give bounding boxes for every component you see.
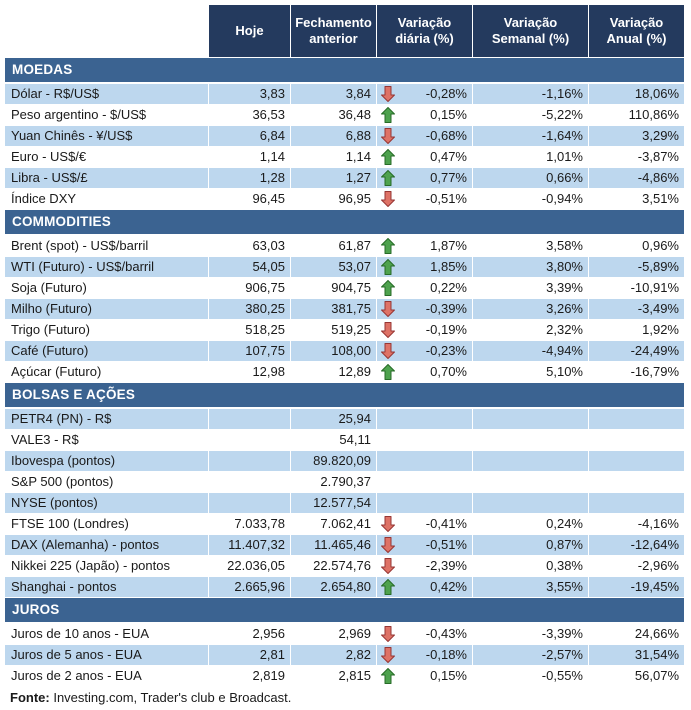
- variacao-diaria-cell: [377, 430, 472, 450]
- hoje-value: 1,14: [209, 147, 290, 167]
- row-label: Juros de 2 anos - EUA: [5, 666, 208, 686]
- variacao-diaria-cell: [377, 645, 472, 665]
- fechamento-value: 904,75: [291, 278, 376, 298]
- variacao-diaria-value: -0,41%: [425, 516, 467, 531]
- source-note-text: Investing.com, Trader's club e Broadcast.: [49, 690, 292, 705]
- arrow-up-icon: [381, 280, 395, 296]
- variacao-anual-value: 3,29%: [589, 126, 684, 146]
- hoje-value: 906,75: [209, 278, 290, 298]
- source-note: [5, 690, 684, 706]
- col-header-hoje: Hoje: [209, 5, 290, 57]
- section-header-bolsas-e-acoes: BOLSAS E AÇÕES: [5, 383, 684, 407]
- table-row: [5, 645, 684, 665]
- variacao-semanal-value: 3,58%: [473, 236, 588, 256]
- variacao-semanal-value: -1,16%: [473, 84, 588, 104]
- variacao-anual-value: 31,54%: [589, 645, 684, 665]
- row-label: Milho (Futuro): [5, 299, 208, 319]
- col-header-variacao-diaria: Variação diária (%): [377, 5, 472, 57]
- arrow-down-icon: [381, 86, 395, 102]
- section-header-moedas: MOEDAS: [5, 58, 684, 82]
- row-label: Trigo (Futuro): [5, 320, 208, 340]
- variacao-anual-value: [589, 472, 684, 492]
- hoje-value: 54,05: [209, 257, 290, 277]
- variacao-diaria-cell: [377, 362, 472, 382]
- variacao-semanal-value: 0,38%: [473, 556, 588, 576]
- variacao-diaria-cell: [377, 189, 472, 209]
- table-row: [5, 666, 684, 686]
- row-label: Nikkei 225 (Japão) - pontos: [5, 556, 208, 576]
- table-row: [5, 472, 684, 492]
- row-label: Soja (Futuro): [5, 278, 208, 298]
- fechamento-value: 2.654,80: [291, 577, 376, 597]
- variacao-semanal-value: -5,22%: [473, 105, 588, 125]
- variacao-diaria-cell: [377, 84, 472, 104]
- hoje-value: 518,25: [209, 320, 290, 340]
- variacao-diaria-cell: [377, 409, 472, 429]
- variacao-diaria-value: -0,18%: [425, 647, 467, 662]
- arrow-up-icon: [381, 259, 395, 275]
- fechamento-value: 61,87: [291, 236, 376, 256]
- fechamento-value: 25,94: [291, 409, 376, 429]
- table-row: [5, 320, 684, 340]
- arrow-down-icon: [381, 322, 395, 338]
- table-row: [5, 168, 684, 188]
- table-row: [5, 278, 684, 298]
- hoje-value: 36,53: [209, 105, 290, 125]
- variacao-diaria-value: 1,85%: [430, 259, 467, 274]
- arrow-down-icon: [381, 537, 395, 553]
- hoje-value: [209, 493, 290, 513]
- table-body: [5, 58, 684, 686]
- variacao-diaria-value: 0,42%: [430, 579, 467, 594]
- row-label: Peso argentino - $/US$: [5, 105, 208, 125]
- arrow-down-icon: [381, 191, 395, 207]
- variacao-anual-value: -5,89%: [589, 257, 684, 277]
- arrow-up-icon: [381, 238, 395, 254]
- variacao-semanal-value: [473, 472, 588, 492]
- variacao-diaria-value: -0,23%: [425, 343, 467, 358]
- row-label: Yuan Chinês - ¥/US$: [5, 126, 208, 146]
- variacao-diaria-value: 0,77%: [430, 170, 467, 185]
- variacao-diaria-cell: [377, 236, 472, 256]
- hoje-value: 2,819: [209, 666, 290, 686]
- variacao-semanal-value: -0,94%: [473, 189, 588, 209]
- variacao-anual-value: [589, 451, 684, 471]
- arrow-down-icon: [381, 516, 395, 532]
- table-row: [5, 535, 684, 555]
- hoje-value: 2.665,96: [209, 577, 290, 597]
- table-row: [5, 341, 684, 361]
- fechamento-value: 12.577,54: [291, 493, 376, 513]
- variacao-anual-value: 0,96%: [589, 236, 684, 256]
- variacao-anual-value: 18,06%: [589, 84, 684, 104]
- header-corner-cell: [5, 5, 208, 57]
- variacao-anual-value: -12,64%: [589, 535, 684, 555]
- variacao-diaria-cell: [377, 556, 472, 576]
- variacao-diaria-cell: [377, 126, 472, 146]
- hoje-value: [209, 451, 290, 471]
- row-label: DAX (Alemanha) - pontos: [5, 535, 208, 555]
- variacao-diaria-value: -2,39%: [425, 558, 467, 573]
- table-row: [5, 493, 684, 513]
- variacao-anual-value: -3,87%: [589, 147, 684, 167]
- variacao-diaria-value: 0,15%: [430, 668, 467, 683]
- variacao-semanal-value: 3,55%: [473, 577, 588, 597]
- hoje-value: 63,03: [209, 236, 290, 256]
- arrow-up-icon: [381, 170, 395, 186]
- hoje-value: 3,83: [209, 84, 290, 104]
- row-label: Açúcar (Futuro): [5, 362, 208, 382]
- variacao-semanal-value: 0,24%: [473, 514, 588, 534]
- fechamento-value: 519,25: [291, 320, 376, 340]
- variacao-anual-value: [589, 493, 684, 513]
- hoje-value: 96,45: [209, 189, 290, 209]
- variacao-anual-value: [589, 430, 684, 450]
- variacao-semanal-value: 5,10%: [473, 362, 588, 382]
- variacao-diaria-value: 0,47%: [430, 149, 467, 164]
- variacao-diaria-value: -0,43%: [425, 626, 467, 641]
- variacao-anual-value: 3,51%: [589, 189, 684, 209]
- table-row: [5, 147, 684, 167]
- row-label: Shanghai - pontos: [5, 577, 208, 597]
- variacao-diaria-cell: [377, 472, 472, 492]
- variacao-anual-value: -3,49%: [589, 299, 684, 319]
- variacao-semanal-value: -3,39%: [473, 624, 588, 644]
- variacao-diaria-cell: [377, 105, 472, 125]
- variacao-diaria-cell: [377, 278, 472, 298]
- fechamento-value: 89.820,09: [291, 451, 376, 471]
- row-label: NYSE (pontos): [5, 493, 208, 513]
- table-row: [5, 362, 684, 382]
- arrow-down-icon: [381, 558, 395, 574]
- variacao-diaria-value: 0,15%: [430, 107, 467, 122]
- row-label: Dólar - R$/US$: [5, 84, 208, 104]
- variacao-semanal-value: 0,66%: [473, 168, 588, 188]
- row-label: Café (Futuro): [5, 341, 208, 361]
- arrow-down-icon: [381, 626, 395, 642]
- arrow-down-icon: [381, 343, 395, 359]
- hoje-value: 1,28: [209, 168, 290, 188]
- variacao-anual-value: -16,79%: [589, 362, 684, 382]
- variacao-anual-value: -4,86%: [589, 168, 684, 188]
- row-label: FTSE 100 (Londres): [5, 514, 208, 534]
- table-row: [5, 409, 684, 429]
- fechamento-value: 2.790,37: [291, 472, 376, 492]
- variacao-diaria-cell: [377, 535, 472, 555]
- variacao-diaria-cell: [377, 451, 472, 471]
- row-label: Juros de 10 anos - EUA: [5, 624, 208, 644]
- hoje-value: [209, 430, 290, 450]
- variacao-semanal-value: [473, 430, 588, 450]
- fechamento-value: 381,75: [291, 299, 376, 319]
- variacao-diaria-cell: [377, 493, 472, 513]
- fechamento-value: 12,89: [291, 362, 376, 382]
- variacao-anual-value: -4,16%: [589, 514, 684, 534]
- fechamento-value: 1,14: [291, 147, 376, 167]
- fechamento-value: 7.062,41: [291, 514, 376, 534]
- fechamento-value: 11.465,46: [291, 535, 376, 555]
- variacao-semanal-value: -4,94%: [473, 341, 588, 361]
- table-row: [5, 84, 684, 104]
- variacao-diaria-cell: [377, 577, 472, 597]
- variacao-diaria-cell: [377, 666, 472, 686]
- variacao-anual-value: -19,45%: [589, 577, 684, 597]
- fechamento-value: 96,95: [291, 189, 376, 209]
- fechamento-value: 108,00: [291, 341, 376, 361]
- arrow-up-icon: [381, 579, 395, 595]
- table-row: [5, 556, 684, 576]
- hoje-value: 11.407,32: [209, 535, 290, 555]
- variacao-anual-value: -2,96%: [589, 556, 684, 576]
- arrow-down-icon: [381, 301, 395, 317]
- variacao-diaria-value: -0,39%: [425, 301, 467, 316]
- variacao-diaria-value: -0,19%: [425, 322, 467, 337]
- arrow-down-icon: [381, 128, 395, 144]
- variacao-anual-value: 1,92%: [589, 320, 684, 340]
- variacao-diaria-cell: [377, 320, 472, 340]
- variacao-semanal-value: -0,55%: [473, 666, 588, 686]
- variacao-anual-value: -10,91%: [589, 278, 684, 298]
- variacao-semanal-value: 0,87%: [473, 535, 588, 555]
- variacao-diaria-cell: [377, 168, 472, 188]
- row-label: WTI (Futuro) - US$/barril: [5, 257, 208, 277]
- row-label: Brent (spot) - US$/barril: [5, 236, 208, 256]
- hoje-value: [209, 409, 290, 429]
- variacao-diaria-value: 0,70%: [430, 364, 467, 379]
- fechamento-value: 6,88: [291, 126, 376, 146]
- section-header-commodities: COMMODITIES: [5, 210, 684, 234]
- table-row: [5, 236, 684, 256]
- table-row: [5, 299, 684, 319]
- variacao-anual-value: 110,86%: [589, 105, 684, 125]
- row-label: S&P 500 (pontos): [5, 472, 208, 492]
- arrow-up-icon: [381, 107, 395, 123]
- row-label: PETR4 (PN) - R$: [5, 409, 208, 429]
- table-header-row: [5, 5, 684, 57]
- hoje-value: 22.036,05: [209, 556, 290, 576]
- variacao-diaria-value: -0,51%: [425, 191, 467, 206]
- variacao-diaria-cell: [377, 624, 472, 644]
- row-label: Libra - US$/£: [5, 168, 208, 188]
- variacao-diaria-value: 1,87%: [430, 238, 467, 253]
- hoje-value: 107,75: [209, 341, 290, 361]
- variacao-diaria-value: -0,28%: [425, 86, 467, 101]
- row-label: VALE3 - R$: [5, 430, 208, 450]
- variacao-semanal-value: 1,01%: [473, 147, 588, 167]
- variacao-semanal-value: -2,57%: [473, 645, 588, 665]
- arrow-up-icon: [381, 668, 395, 684]
- variacao-semanal-value: 3,80%: [473, 257, 588, 277]
- hoje-value: 380,25: [209, 299, 290, 319]
- variacao-diaria-cell: [377, 147, 472, 167]
- row-label: Euro - US$/€: [5, 147, 208, 167]
- variacao-semanal-value: 2,32%: [473, 320, 588, 340]
- col-header-variacao-semanal: Variação Semanal (%): [473, 5, 588, 57]
- variacao-diaria-value: -0,68%: [425, 128, 467, 143]
- arrow-down-icon: [381, 647, 395, 663]
- source-note-label: Fonte:: [10, 690, 50, 705]
- col-header-variacao-anual: Variação Anual (%): [589, 5, 684, 57]
- variacao-diaria-cell: [377, 299, 472, 319]
- arrow-up-icon: [381, 149, 395, 165]
- fechamento-value: 2,815: [291, 666, 376, 686]
- col-header-fechamento-anterior: Fechamento anterior: [291, 5, 376, 57]
- table-row: [5, 451, 684, 471]
- row-label: Juros de 5 anos - EUA: [5, 645, 208, 665]
- variacao-semanal-value: 3,39%: [473, 278, 588, 298]
- variacao-semanal-value: [473, 493, 588, 513]
- variacao-anual-value: 24,66%: [589, 624, 684, 644]
- fechamento-value: 53,07: [291, 257, 376, 277]
- table-row: [5, 257, 684, 277]
- section-header-juros: JUROS: [5, 598, 684, 622]
- table-row: [5, 189, 684, 209]
- row-label: Índice DXY: [5, 189, 208, 209]
- variacao-semanal-value: [473, 451, 588, 471]
- variacao-diaria-value: -0,51%: [425, 537, 467, 552]
- fechamento-value: 54,11: [291, 430, 376, 450]
- variacao-anual-value: 56,07%: [589, 666, 684, 686]
- table-row: [5, 430, 684, 450]
- hoje-value: 2,956: [209, 624, 290, 644]
- hoje-value: 7.033,78: [209, 514, 290, 534]
- table-row: [5, 514, 684, 534]
- table-row: [5, 577, 684, 597]
- table-row: [5, 624, 684, 644]
- fechamento-value: 3,84: [291, 84, 376, 104]
- fechamento-value: 36,48: [291, 105, 376, 125]
- fechamento-value: 22.574,76: [291, 556, 376, 576]
- hoje-value: 12,98: [209, 362, 290, 382]
- fechamento-value: 2,969: [291, 624, 376, 644]
- variacao-diaria-cell: [377, 514, 472, 534]
- table-row: [5, 105, 684, 125]
- row-label: Ibovespa (pontos): [5, 451, 208, 471]
- variacao-anual-value: -24,49%: [589, 341, 684, 361]
- variacao-semanal-value: 3,26%: [473, 299, 588, 319]
- variacao-diaria-value: 0,22%: [430, 280, 467, 295]
- variacao-semanal-value: [473, 409, 588, 429]
- table-row: [5, 126, 684, 146]
- variacao-semanal-value: -1,64%: [473, 126, 588, 146]
- arrow-up-icon: [381, 364, 395, 380]
- fechamento-value: 1,27: [291, 168, 376, 188]
- variacao-diaria-cell: [377, 257, 472, 277]
- hoje-value: [209, 472, 290, 492]
- variacao-anual-value: [589, 409, 684, 429]
- hoje-value: 6,84: [209, 126, 290, 146]
- hoje-value: 2,81: [209, 645, 290, 665]
- variacao-diaria-cell: [377, 341, 472, 361]
- fechamento-value: 2,82: [291, 645, 376, 665]
